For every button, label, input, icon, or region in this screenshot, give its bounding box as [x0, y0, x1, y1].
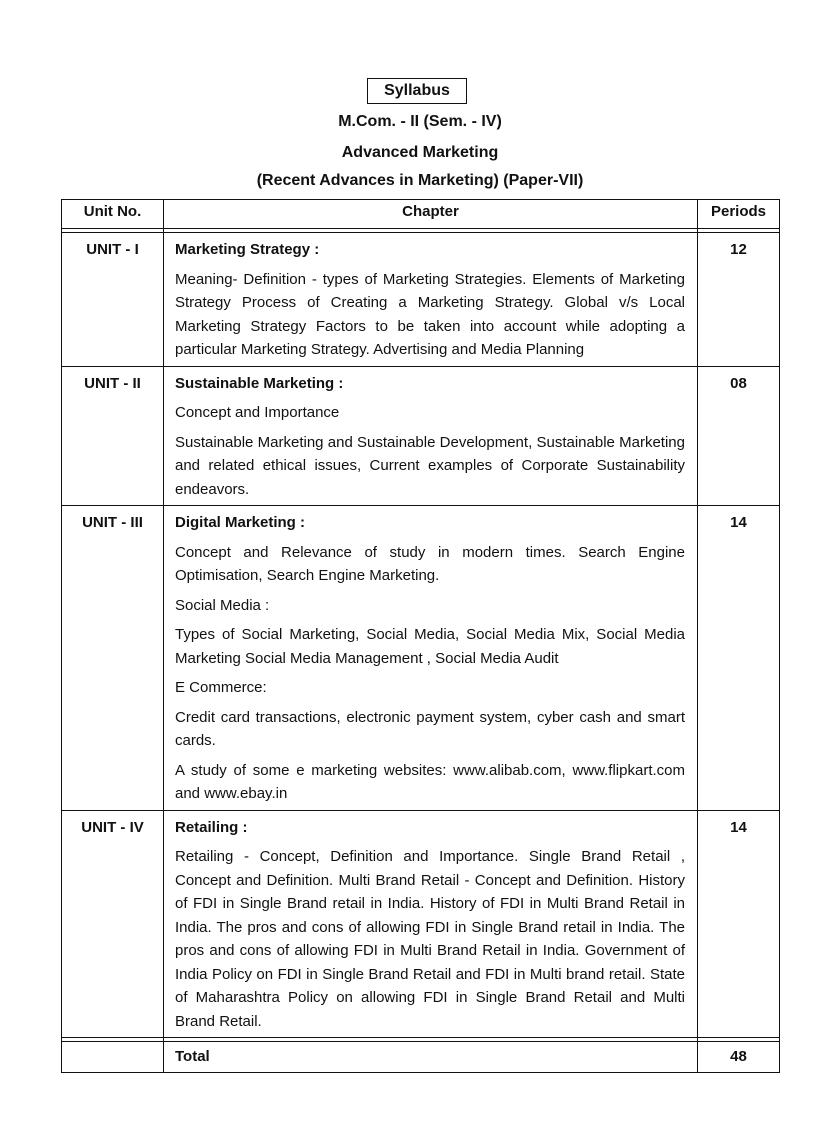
- chapter-text: Types of Social Marketing, Social Media, Social Media Mix, Social Media Marketing Social Media Management , Social Media Audit: [175, 626, 685, 667]
- table-row: [62, 810, 780, 1038]
- chapter-text: A study of some e marketing websites: www.alibab.com, www.flipkart.com and www.ebay.in: [175, 761, 685, 802]
- table-row: [62, 506, 780, 811]
- column-header-unit: Unit No.: [62, 200, 164, 229]
- chapter-subheading: Social Media :: [175, 596, 270, 614]
- chapter-title: Digital Marketing :: [175, 514, 306, 531]
- unit-number: UNIT - III: [62, 506, 164, 811]
- period-count: 08: [698, 366, 780, 506]
- chapter-text: Concept and Relevance of study in modern times. Search Engine Optimisation, Search Engine Marketing.: [175, 543, 685, 584]
- total-label: Total: [164, 1042, 698, 1073]
- chapter-text: Concept and Importance: [175, 404, 340, 421]
- period-count: 14: [698, 810, 780, 1038]
- table-row: [62, 366, 780, 506]
- unit-number: UNIT - IV: [62, 810, 164, 1038]
- total-periods: 48: [698, 1042, 780, 1073]
- subject-heading: Advanced Marketing: [341, 144, 499, 161]
- unit-number: UNIT - II: [62, 366, 164, 506]
- syllabus-title-box: Syllabus: [367, 78, 467, 104]
- period-count: 14: [698, 506, 780, 811]
- chapter-text: Meaning- Definition - types of Marketing Strategies. Elements of Marketing Strategy Process of Creating a Marketing Strategy. Global v/s Local Marketing Strategy Factors to be taken into account while adopting a particular Marketing Strategy. Advertising and Media Planning: [175, 270, 685, 358]
- course-heading: M.Com. - II (Sem. - IV): [338, 113, 502, 130]
- table-header-row: [62, 200, 780, 229]
- chapter-cell: [164, 506, 698, 811]
- chapter-title: Retailing :: [175, 818, 248, 836]
- table-row: [62, 233, 780, 367]
- chapter-text: Sustainable Marketing and Sustainable Development, Sustainable Marketing and related ethical issues, Current examples of Corporate Sustainability endeavors.: [175, 433, 685, 498]
- chapter-title: Sustainable Marketing :: [175, 374, 344, 392]
- chapter-title: Marketing Strategy :: [175, 241, 320, 258]
- period-count: 12: [698, 233, 780, 367]
- total-row: [62, 1042, 780, 1073]
- total-empty-cell: [62, 1042, 164, 1073]
- chapter-cell: [164, 366, 698, 506]
- chapter-subheading: E Commerce:: [175, 679, 267, 696]
- paper-heading: (Recent Advances in Marketing) (Paper-VII): [256, 172, 584, 189]
- chapter-text: Retailing - Concept, Definition and Importance. Single Brand Retail , Concept and Definition. Multi Brand Retail - Concept and Definition. History of FDI in Single Brand retail in India. History of FDI in Multi Brand Retail in India. The pros and cons of allowing FDI in Single Brand retail in India. The pros and cons of allowing FDI in Multi Brand Retail in India. Government of India Policy on FDI in Single Brand Retail and FDI in Multi brand retail. State of Maharashtra Policy on allowing FDI in Single Brand Retail and Multi Brand Retail.: [175, 848, 685, 1030]
- unit-number: UNIT - I: [62, 233, 164, 367]
- syllabus-table: [61, 199, 780, 1073]
- column-header-periods: Periods: [698, 200, 780, 229]
- chapter-cell: [164, 233, 698, 367]
- chapter-text: Credit card transactions, electronic payment system, cyber cash and smart cards.: [175, 708, 685, 749]
- column-header-chapter: Chapter: [164, 200, 698, 229]
- chapter-cell: [164, 810, 698, 1038]
